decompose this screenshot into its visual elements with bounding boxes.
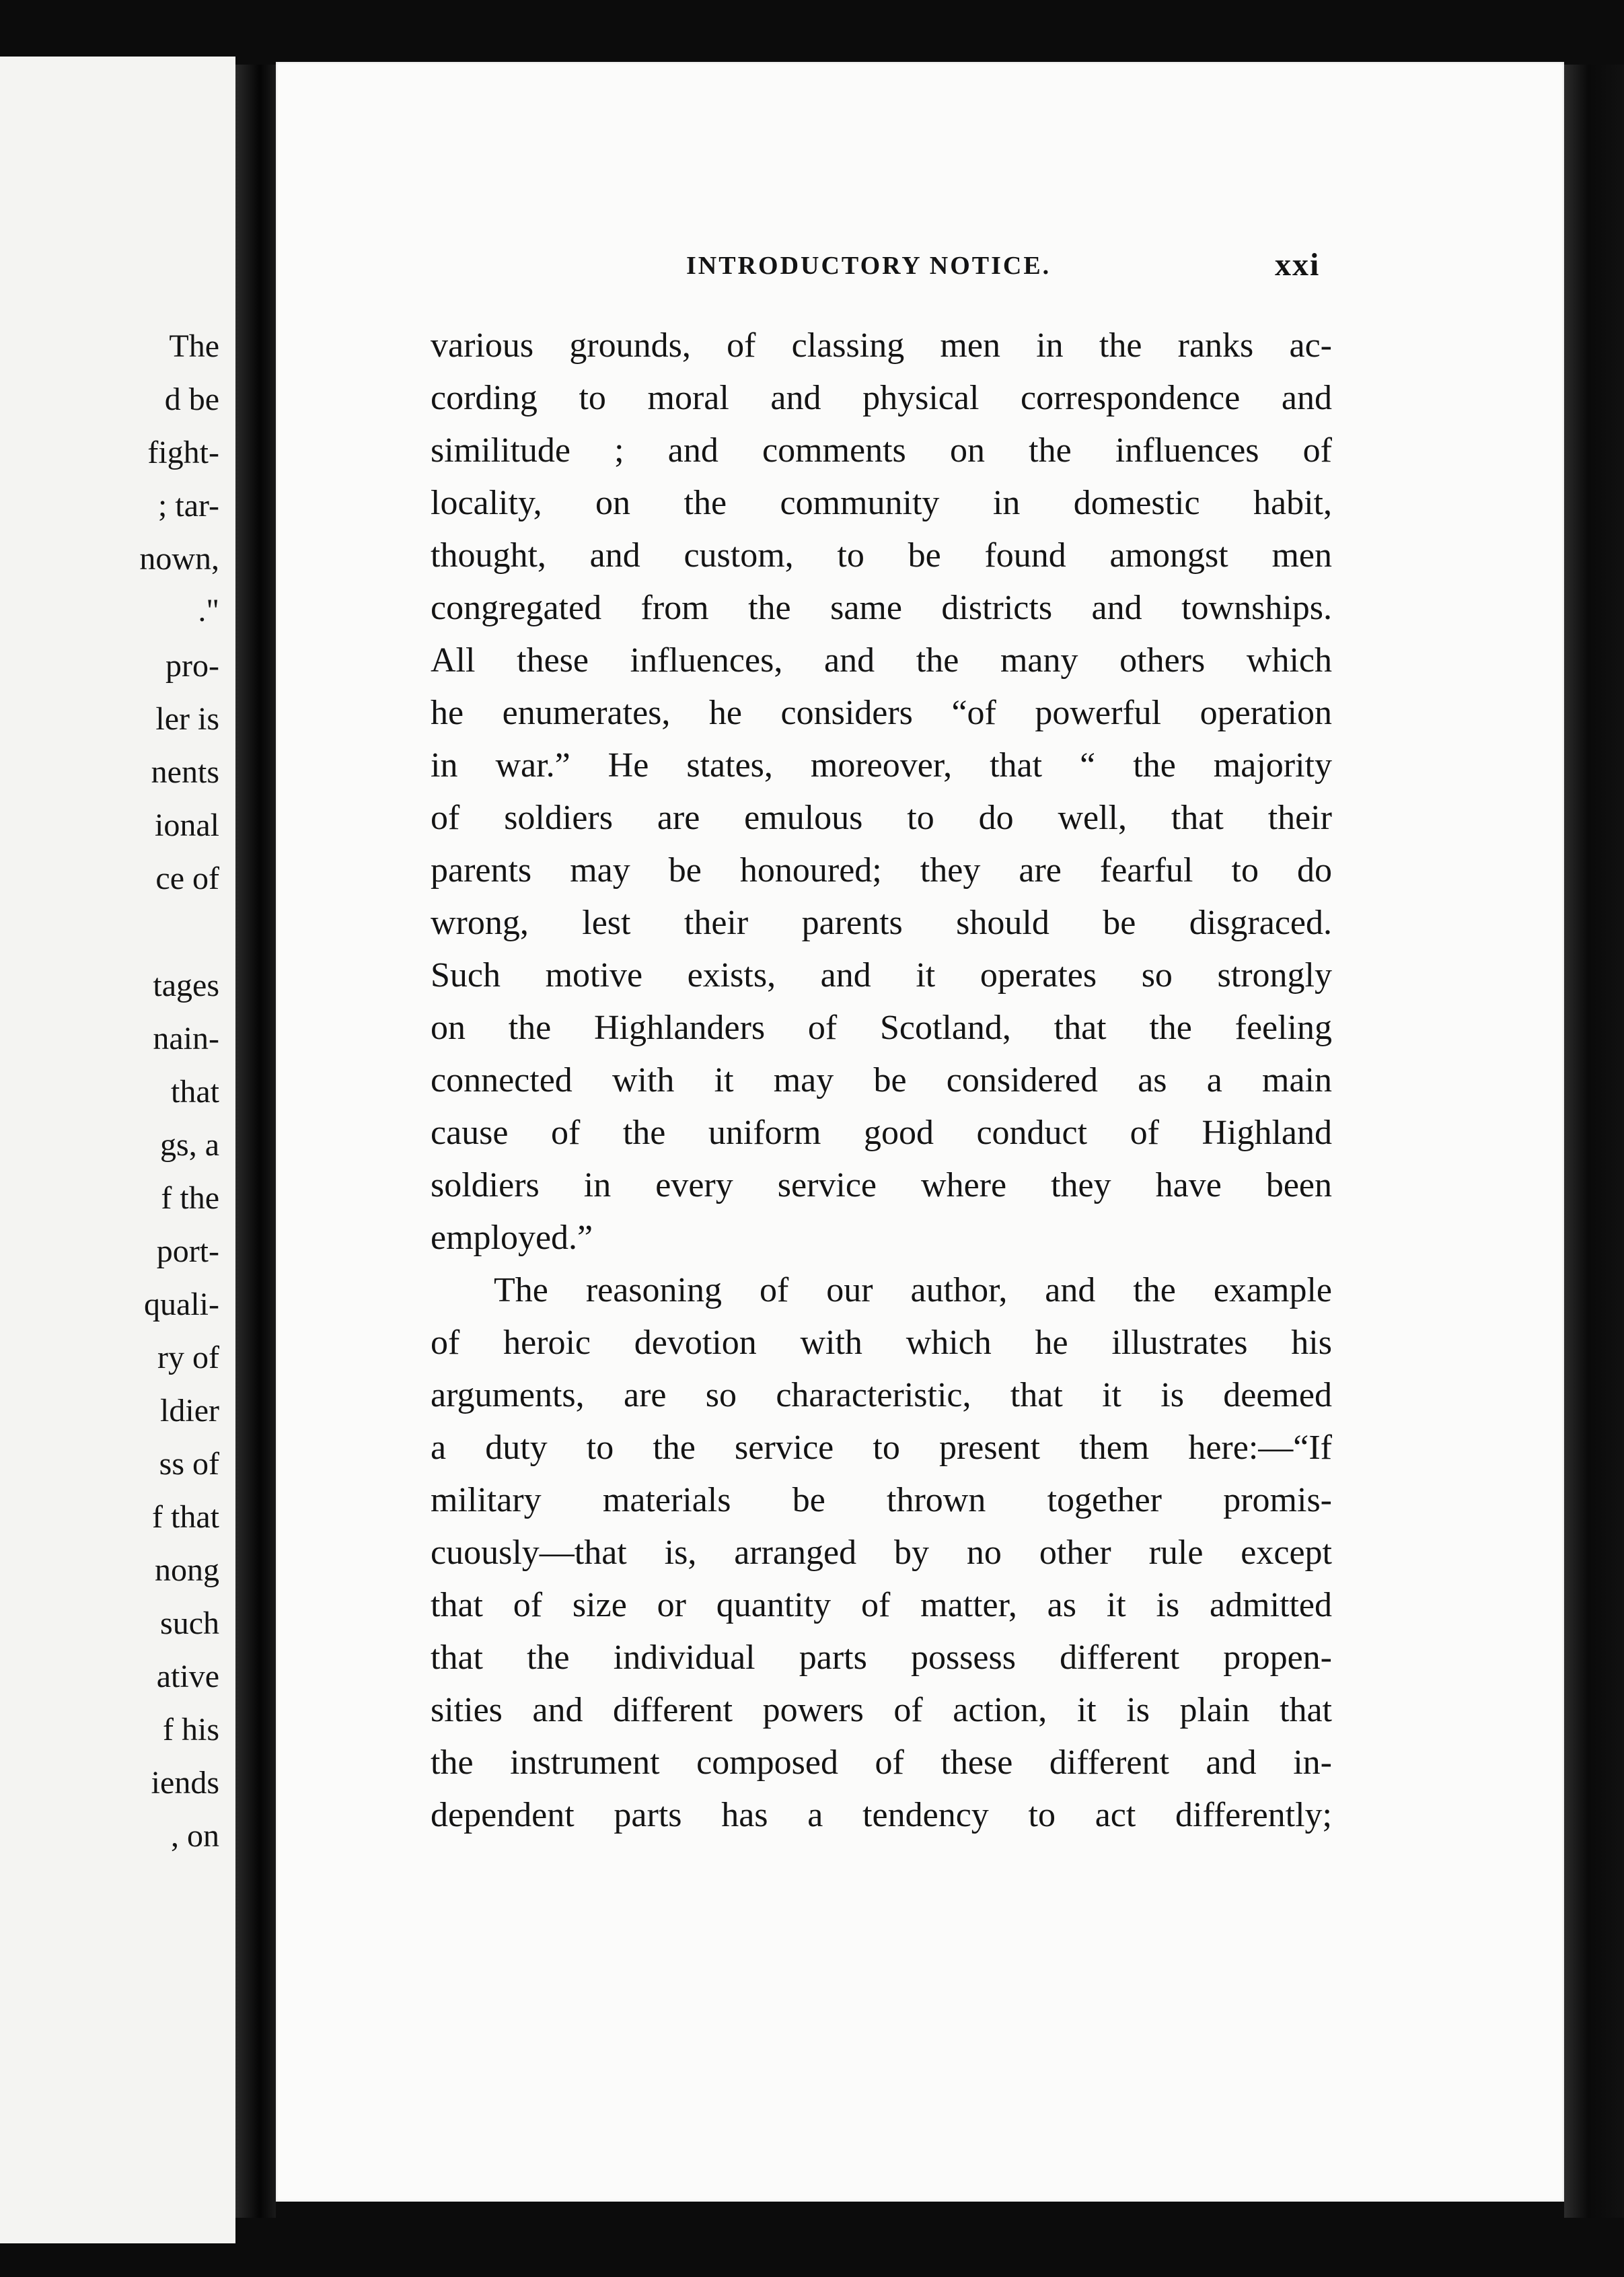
text-line: of heroic devotion with which he illustrates his bbox=[431, 1324, 1332, 1362]
text-line: cording to moral and physical correspondence and bbox=[431, 379, 1332, 417]
text-line: wrong, lest their parents should be disgraced. bbox=[431, 904, 1332, 942]
text-line: of soldiers are emulous to do well, that their bbox=[431, 799, 1332, 837]
text-line: the instrument composed of these different and in- bbox=[431, 1743, 1332, 1782]
text-line: employed.” bbox=[431, 1219, 593, 1257]
text-line: a duty to the service to present them here:—“If bbox=[431, 1429, 1332, 1467]
text-line: that of size or quantity of matter, as it is admitted bbox=[431, 1586, 1332, 1624]
left-line: ldier bbox=[160, 1393, 219, 1429]
left-line: nents bbox=[151, 754, 219, 790]
left-line: ." bbox=[198, 593, 219, 628]
text-line: he enumerates, he considers “of powerful operation bbox=[431, 694, 1332, 732]
left-line: nown, bbox=[139, 541, 219, 577]
text-line: parents may be honoured; they are fearful to do bbox=[431, 851, 1332, 890]
text-line: locality, on the community in domestic habit, bbox=[431, 484, 1332, 522]
left-line: , on bbox=[171, 1818, 219, 1854]
text-line: on the Highlanders of Scotland, that the feeling bbox=[431, 1009, 1332, 1047]
left-line: f that bbox=[152, 1499, 219, 1535]
text-line: thought, and custom, to be found amongst men bbox=[431, 536, 1332, 575]
left-line: quali- bbox=[144, 1287, 219, 1322]
text-line: cuously—that is, arranged by no other rule except bbox=[431, 1533, 1332, 1572]
page-edge-shadow bbox=[1564, 65, 1624, 2218]
text-line: soldiers in every service where they have been bbox=[431, 1166, 1332, 1204]
running-head: INTRODUCTORY NOTICE. bbox=[686, 252, 1051, 280]
text-line: dependent parts has a tendency to act differently; bbox=[431, 1796, 1332, 1834]
left-line: ative bbox=[156, 1659, 219, 1694]
book-gutter bbox=[235, 65, 276, 2218]
text-line: All these influences, and the many others which bbox=[431, 641, 1332, 680]
text-line: The reasoning of our author, and the example bbox=[494, 1271, 1332, 1309]
text-line: cause of the uniform good conduct of Highland bbox=[431, 1114, 1332, 1152]
text-line: congregated from the same districts and townships. bbox=[431, 589, 1332, 627]
left-line: d be bbox=[164, 382, 219, 417]
text-line: arguments, are so characteristic, that it is deemed bbox=[431, 1376, 1332, 1414]
page-number: xxi bbox=[1275, 247, 1321, 283]
text-line: various grounds, of classing men in the ranks ac- bbox=[431, 326, 1332, 365]
left-line: that bbox=[171, 1074, 219, 1110]
text-line: connected with it may be considered as a main bbox=[431, 1061, 1332, 1099]
left-line: ional bbox=[155, 807, 219, 843]
left-facing-page bbox=[0, 57, 235, 2243]
left-line: port- bbox=[156, 1233, 219, 1269]
left-line: pro- bbox=[165, 648, 219, 684]
text-line: Such motive exists, and it operates so strongly bbox=[431, 956, 1332, 995]
left-line: ry of bbox=[157, 1340, 219, 1375]
left-line: ler is bbox=[155, 701, 219, 737]
left-line: ; tar- bbox=[158, 488, 219, 523]
left-line: nain- bbox=[153, 1021, 219, 1056]
left-line: ss of bbox=[159, 1446, 219, 1482]
left-line: nong bbox=[155, 1552, 219, 1588]
left-line: such bbox=[160, 1605, 219, 1641]
left-line: f the bbox=[161, 1180, 219, 1216]
left-line: f his bbox=[163, 1712, 219, 1747]
left-line: The bbox=[169, 328, 219, 364]
left-line: tages bbox=[153, 968, 219, 1003]
text-line: sities and different powers of action, it is plain that bbox=[431, 1691, 1332, 1729]
left-line: ce of bbox=[155, 861, 219, 896]
text-line: military materials be thrown together promis- bbox=[431, 1481, 1332, 1519]
left-line: fight- bbox=[147, 435, 219, 470]
text-line: in war.” He states, moreover, that “ the majority bbox=[431, 746, 1332, 785]
text-line: similitude ; and comments on the influences of bbox=[431, 431, 1332, 470]
text-line: that the individual parts possess different propen- bbox=[431, 1638, 1332, 1677]
left-line: iends bbox=[151, 1765, 219, 1801]
left-line: gs, a bbox=[160, 1127, 219, 1163]
